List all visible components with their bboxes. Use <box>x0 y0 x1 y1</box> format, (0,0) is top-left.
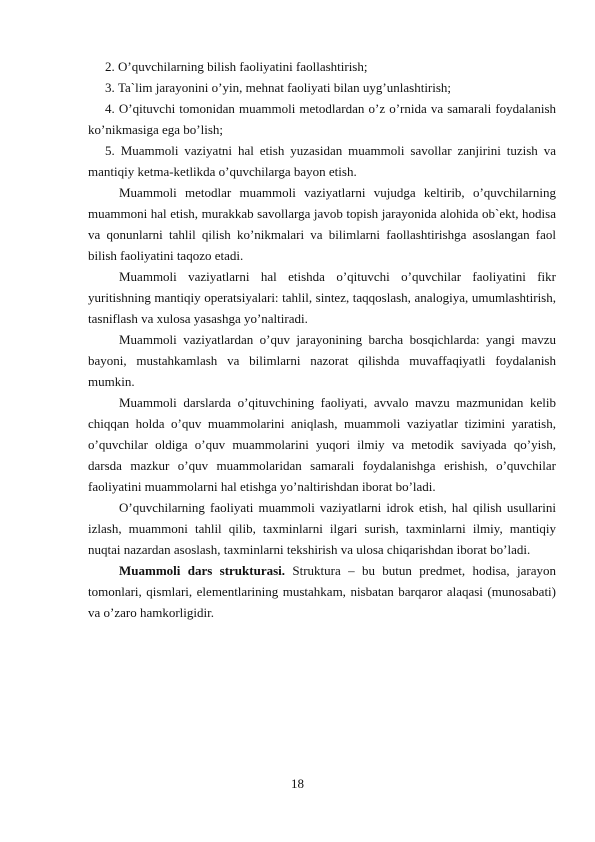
paragraph: Muammoli darslarda o’qituvchining faoliyati, avvalo mavzu mazmunidan kelib chiqqan holda o’quv muammolarini aniqlash, muammoli vaziyatlar tizimini yaratish, o’quvchilar oldiga o’quv muammolarini yuqori ilmiy va metodik saviyada qo’yish, darsda mazkur o’quv muammolaridan samarali foydalanishga erishish, o’quvchilar faoliyatini muammolarni hal etishga yo’naltirishdan iborat bo’ladi. <box>88 395 556 494</box>
list-number: 2. <box>105 59 115 74</box>
list-item-text: Ta`lim jarayonini o’yin, mehnat faoliyati bilan uyg’unlashtirish; <box>118 80 452 95</box>
structure-paragraph <box>88 560 556 623</box>
page-number: 18 <box>291 776 304 791</box>
list-number: 4. <box>105 101 115 116</box>
list-number: 3. <box>105 80 115 95</box>
paragraph: Muammoli vaziyatlardan o’quv jarayonining barcha bosqichlarda: yangi mavzu bayoni, mustahkamlash va bilimlarni nazorat qilishda muvaffaqiyatli foydalanish mumkin. <box>88 332 556 389</box>
paragraph: Muammoli vaziyatlarni hal etishda o’qituvchi o’quvchilar faoliyatini fikr yuritishning mantiqiy operatsiyalari: tahlil, sintez, taqqoslash, analogiya, umumlashtirish, tasniflash va xulosa yasashga yo’naltiradi. <box>88 269 556 326</box>
paragraph: Muammoli metodlar muammoli vaziyatlarni vujudga keltirib, o’quvchilarning muammoni hal etish, murakkab savollarga javob topish jarayonida alohida ob`ekt, hodisa va qonunlarni tahlil qilish ko’nikmalari va bilimlarni faollashtirishga asoslangan faol bilish faoliyatini taqozo etadi. <box>88 185 556 263</box>
list-item <box>88 140 556 182</box>
list-item <box>88 56 556 77</box>
list-item-text: O’qituvchi tomonidan muammoli metodlardan o’z o’rnida va samarali foydalanish ko’nikmasiga ega bo’lish; <box>88 101 557 137</box>
list-item-text: Muammoli vaziyatni hal etish yuzasidan muammoli savollar zanjirini tuzish va mantiqiy ketma-ketlikda o’quvchilarga bayon etish. <box>88 143 556 179</box>
structure-definition: Struktura – bu butun predmet, hodisa, jarayon tomonlari, qismlari, elementlarining mustahkam, nisbatan barqaror alaqasi (munosabati) va o’zaro hamkorligidir. <box>88 563 556 620</box>
section-heading: Muammoli dars strukturasi. <box>119 563 286 578</box>
document-body <box>88 56 556 623</box>
paragraph: O’quvchilarning faoliyati muammoli vaziyatlarni idrok etish, hal qilish usullarini izlash, muammoni tahlil qilib, taxminlarni ilgari surish, taxminlarni ilmiy, mantiqiy nuqtai nazardan asoslash, taxminlarni tekshirish va ulosa chiqarishdan iborat bo’ladi. <box>88 500 556 557</box>
list-item-text: O’quvchilarning bilish faoliyatini faollashtirish; <box>118 59 368 74</box>
list-number: 5. <box>105 143 115 158</box>
list-item <box>88 98 556 140</box>
list-item <box>88 77 556 98</box>
